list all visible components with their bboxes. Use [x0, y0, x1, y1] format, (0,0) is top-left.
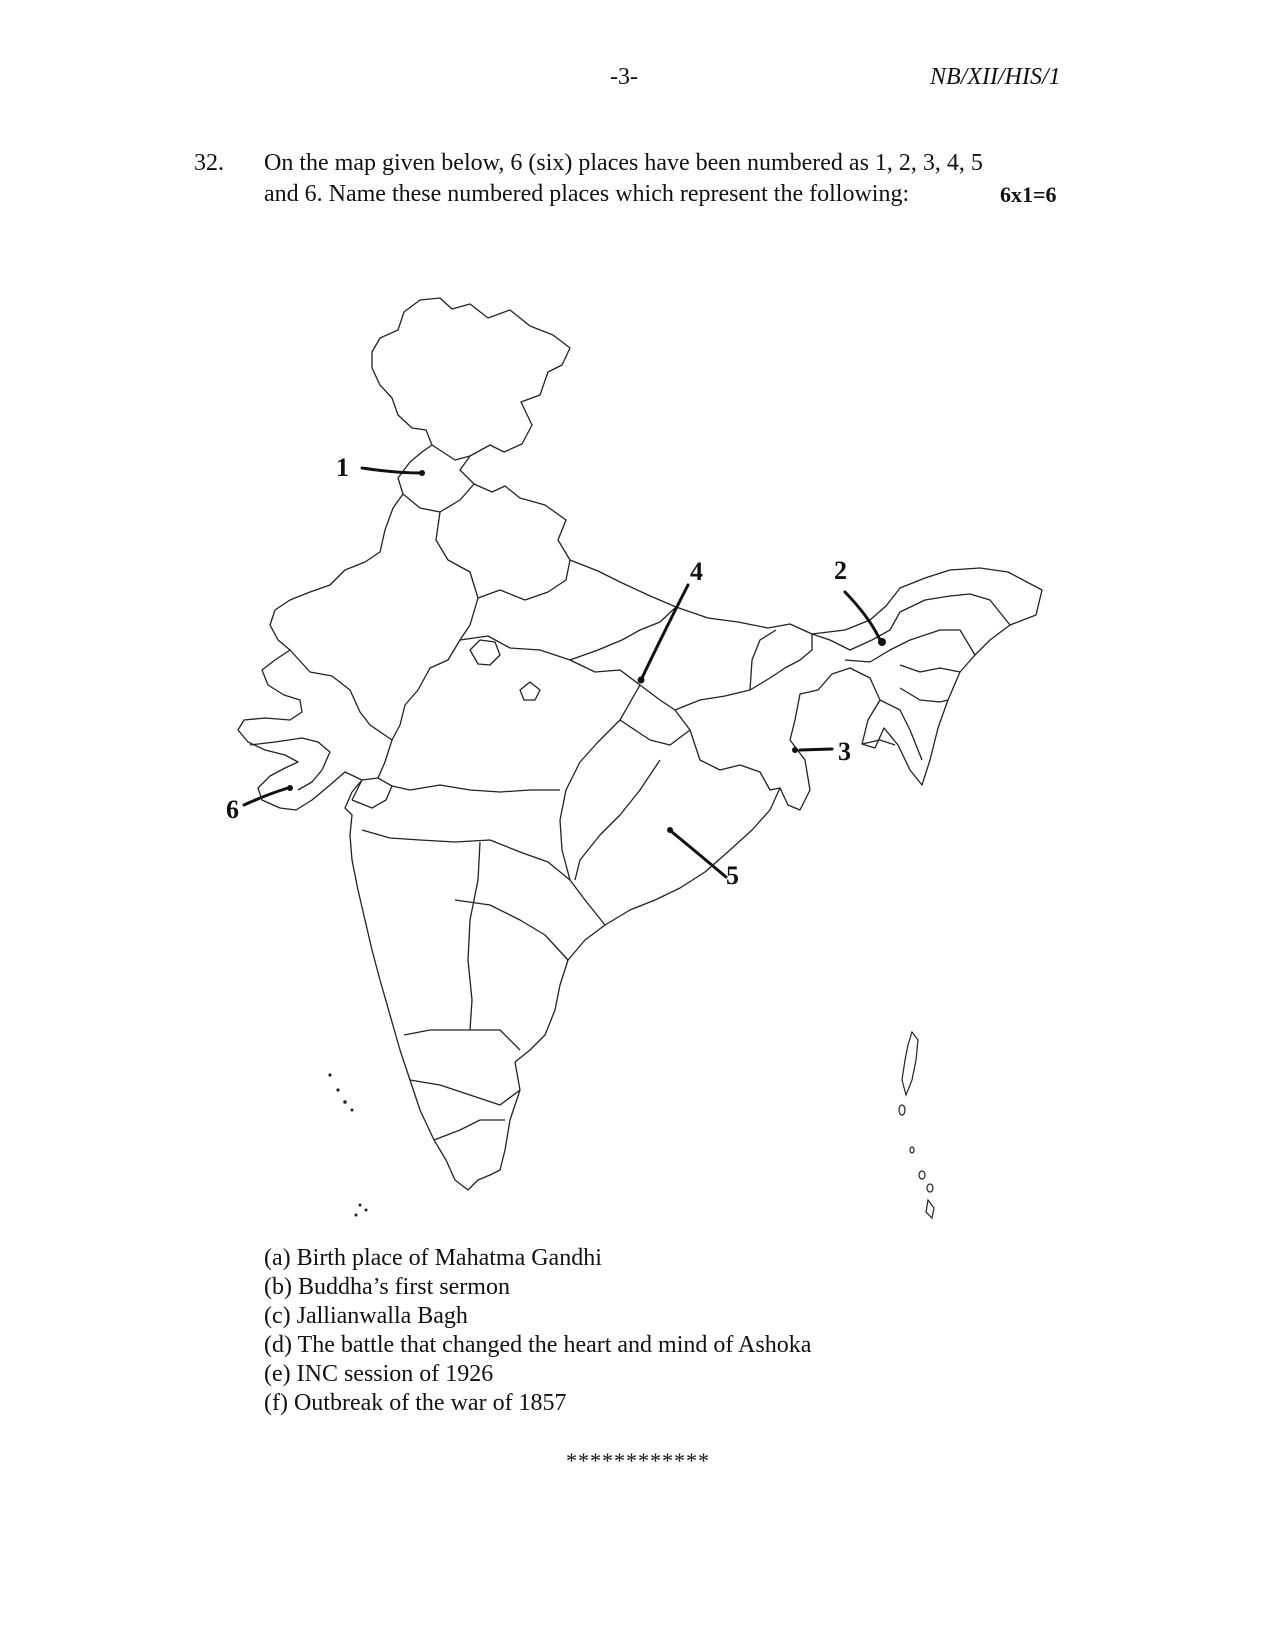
question-text-line-2: and 6. Name these numbered places which represent the following: — [264, 181, 910, 207]
option-f: (f) Outbreak of the war of 1857 — [264, 1390, 567, 1416]
marker-2-dot — [878, 638, 886, 646]
marker-1-dot — [419, 470, 425, 476]
question-number: 32. — [194, 150, 224, 176]
map-label-1: 1 — [336, 453, 349, 482]
page-number: -3- — [610, 64, 638, 90]
marker-4-dot — [638, 677, 645, 684]
question-marks: 6x1=6 — [1000, 182, 1057, 207]
option-c: (c) Jallianwalla Bagh — [264, 1303, 468, 1329]
map-label-3: 3 — [838, 737, 851, 766]
map-label-4: 4 — [690, 557, 703, 586]
andaman-islands — [902, 1032, 918, 1095]
option-b: (b) Buddha’s first sermon — [264, 1274, 510, 1300]
answer-options — [264, 1244, 811, 1418]
marker-4-pointer — [642, 585, 688, 678]
end-separator: ************ — [566, 1448, 710, 1473]
marker-5-dot — [667, 827, 673, 833]
paper-code: NB/XII/HIS/1 — [930, 64, 1061, 90]
marker-5-pointer — [672, 832, 726, 877]
marker-1-pointer — [362, 468, 420, 473]
question-text-line-1: On the map given below, 6 (six) places have been numbered as 1, 2, 3, 4, 5 — [264, 150, 983, 176]
option-e: (e) INC session of 1926 — [264, 1361, 494, 1387]
marker-6-dot — [287, 785, 293, 791]
marker-3-pointer — [800, 749, 832, 750]
option-a: (a) Birth place of Mahatma Gandhi — [264, 1245, 602, 1271]
map-label-5: 5 — [726, 861, 739, 890]
map-label-6: 6 — [226, 795, 239, 824]
option-d: (d) The battle that changed the heart and mind of Ashoka — [264, 1332, 812, 1358]
lakshadweep-islands — [328, 1073, 367, 1216]
india-border — [238, 298, 1042, 1190]
map-label-2: 2 — [834, 556, 847, 585]
marker-3-dot — [792, 747, 798, 753]
